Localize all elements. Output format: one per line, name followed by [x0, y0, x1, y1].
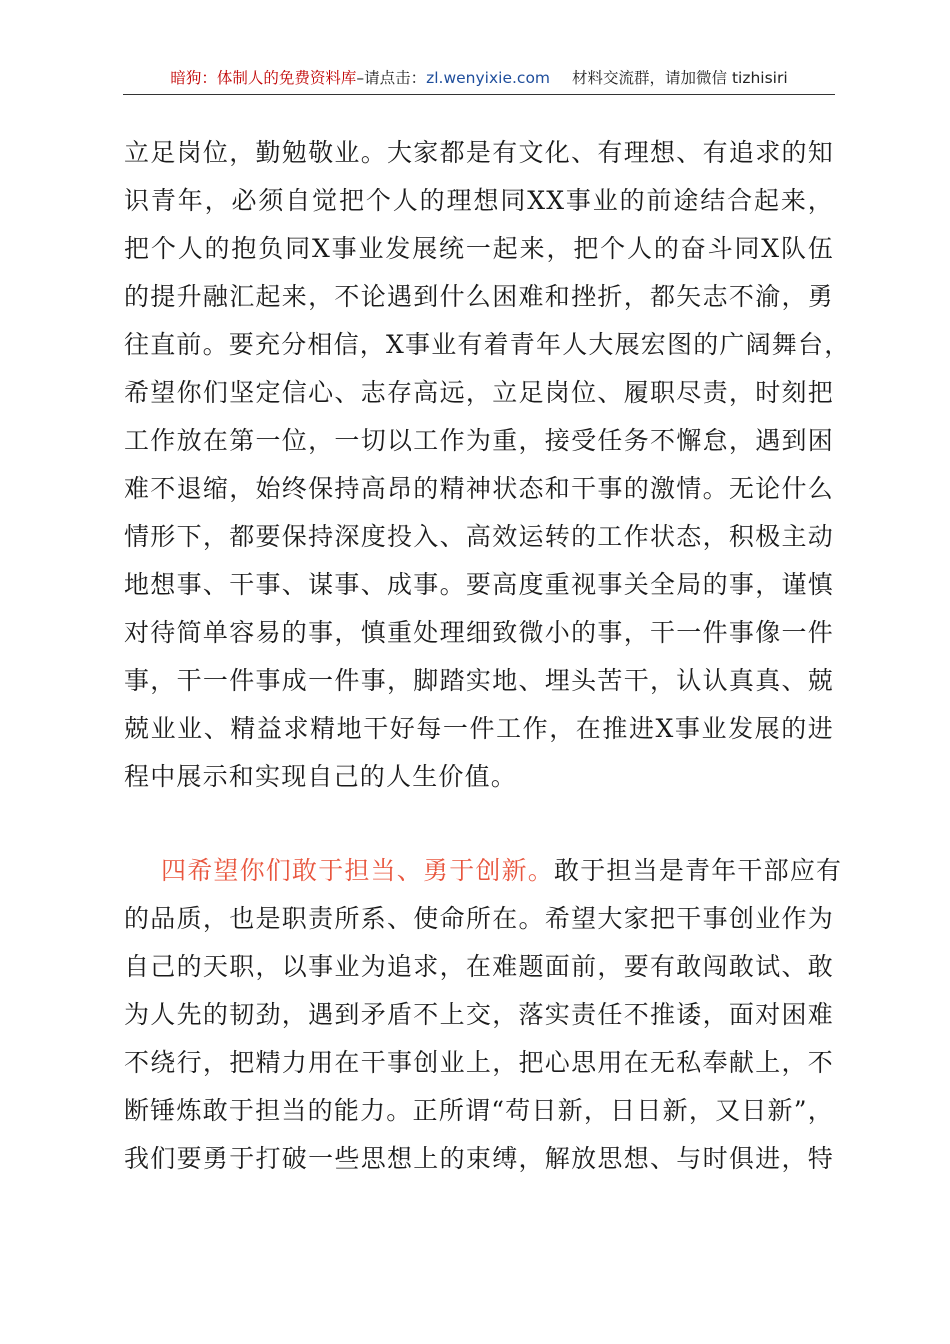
paragraph-1-line: 程中展示和实现自己的人生价值。	[124, 762, 518, 791]
paragraph-1-line: 往直前。要充分相信，X事业有着青年人大展宏图的广阔舞台，	[124, 330, 851, 359]
paragraph-1-line: 兢业业、精益求精地干好每一件工作，在推进X事业发展的进	[124, 714, 834, 743]
section-heading: 四希望你们敢于担当、勇于创新。	[161, 856, 555, 885]
paragraph-1-line: 难不退缩，始终保持高昂的精神状态和干事的激情。无论什么	[124, 474, 834, 503]
paragraph-2-line: 我们要勇于打破一些思想上的束缚，解放思想、与时俱进，特	[124, 1144, 834, 1173]
header-prompt: –请点击：	[356, 69, 427, 87]
paragraph-1-line: 把个人的抱负同X事业发展统一起来，把个人的奋斗同X队伍	[124, 234, 834, 263]
paragraph-2-line: 断锤炼敢于担当的能力。正所谓“苟日新，日日新，又日新”，	[124, 1096, 834, 1125]
paragraph-1-line: 希望你们坚定信心、志存高远，立足岗位、履职尽责，时刻把	[124, 378, 834, 407]
paragraph-2-line: 为人先的韧劲，遇到矛盾不上交，落实责任不推诿，面对困难	[124, 1000, 834, 1029]
header-brand: 暗狗：体制人的免费资料库	[170, 69, 357, 87]
paragraph-1-line: 对待简单容易的事，慎重处理细致微小的事，干一件事像一件	[124, 618, 834, 647]
paragraph-1-line: 立足岗位，勤勉敬业。大家都是有文化、有理想、有追求的知	[124, 138, 834, 167]
paragraph-1-line: 情形下，都要保持深度投入、高效运转的工作状态，积极主动	[124, 522, 834, 551]
header-link[interactable]: zl.wenyixie.com	[426, 69, 551, 87]
paragraph-1-line: 工作放在第一位，一切以工作为重，接受任务不懈怠，遇到困	[124, 426, 834, 455]
paragraph-1-line: 识青年，必须自觉把个人的理想同XX事业的前途结合起来，	[124, 186, 834, 215]
paragraph-2-first-line-text: 敢于担当是青年干部应有	[554, 856, 843, 885]
paragraph-2-first-line	[161, 847, 843, 895]
paragraph-1-line: 地想事、干事、谋事、成事。要高度重视事关全局的事，谨慎	[124, 570, 834, 599]
header-note: 材料交流群，请加微信 tizhisiri	[572, 69, 788, 87]
paragraph-2-line: 的品质，也是职责所系、使命所在。希望大家把干事创业作为	[124, 904, 834, 933]
paragraph-2-line: 自己的天职，以事业为追求，在难题面前，要有敢闯敢试、敢	[124, 952, 834, 981]
page-header	[123, 62, 835, 95]
paragraph-1-line: 的提升融汇起来，不论遇到什么困难和挫折，都矢志不渝，勇	[124, 282, 834, 311]
paragraph-1-line: 事，干一件事成一件事，脚踏实地、埋头苦干，认认真真、兢	[124, 666, 834, 695]
paragraph-2-line: 不绕行，把精力用在干事创业上，把心思用在无私奉献上，不	[124, 1048, 834, 1077]
